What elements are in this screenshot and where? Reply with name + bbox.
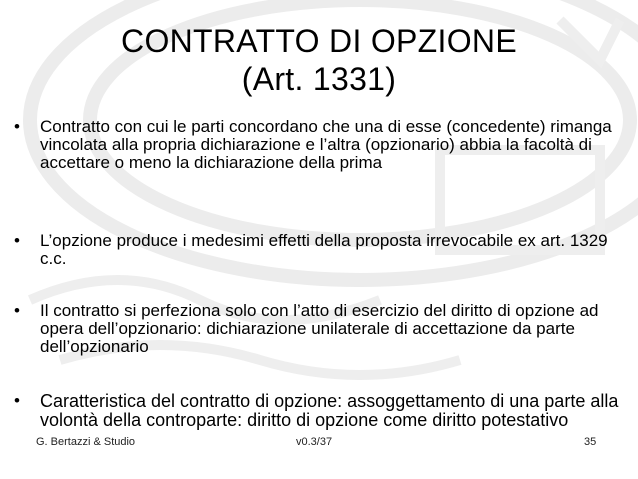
bullet-text: Il contratto si perfeziona solo con l’atto di esercizio del diritto di opzione ad opera dell’opzionario: dichiarazione unilaterale di accettazione da parte dell’opzionario bbox=[40, 301, 599, 356]
slide-title bbox=[60, 22, 578, 98]
bullet-icon: • bbox=[14, 391, 20, 410]
page-number: 35 bbox=[584, 436, 597, 448]
footer-version: v0.3/37 bbox=[296, 436, 333, 448]
bullet-text: Caratteristica del contratto di opzione: assoggettamento di una parte alla volontà della controparte: diritto di opzione come diritto potestativo bbox=[40, 391, 619, 430]
bullet-icon: • bbox=[14, 301, 20, 320]
bullet-text: Contratto con cui le parti concordano che una di esse (concedente) rimanga vincolata alla propria dichiarazione e l’altra (opzionario) abbia la facoltà di accettare o meno la dichiarazione della prima bbox=[40, 117, 612, 172]
bullet-icon: • bbox=[14, 117, 20, 136]
title-line-1: CONTRATTO DI OPZIONE bbox=[121, 23, 517, 59]
bullet-icon: • bbox=[14, 231, 20, 250]
footer-author: G. Bertazzi & Studio bbox=[36, 436, 136, 448]
title-line-2: (Art. 1331) bbox=[241, 61, 397, 97]
bullet-text: L’opzione produce i medesimi effetti della proposta irrevocabile ex art. 1329 c.c. bbox=[40, 231, 608, 268]
